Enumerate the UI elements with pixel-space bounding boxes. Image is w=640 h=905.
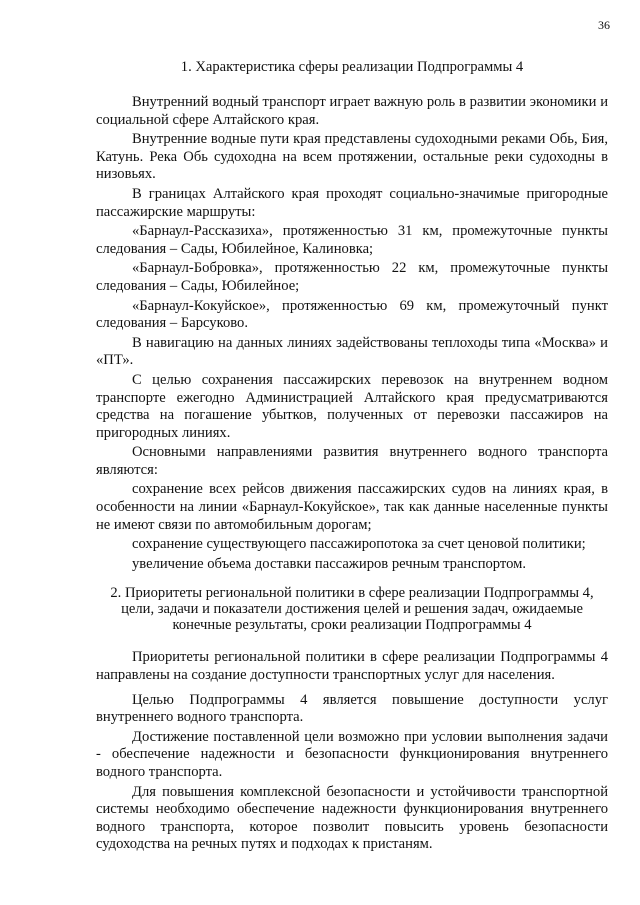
section-1-title: 1. Характеристика сферы реализации Подпрограммы 4 [180,59,524,75]
paragraph: Внутренний водный транспорт играет важную роль в развитии экономики и социальной сфере Алтайского края. [96,94,608,128]
paragraph: Достижение поставленной цели возможно при условии выполнения задачи - обеспечение надежности и безопасности функционирования внутреннего водного транспорта. [96,728,608,780]
paragraph: В границах Алтайского края проходят социально-значимые пригородные пассажирские маршруты: [96,185,608,220]
page-number: 36 [598,18,610,32]
paragraph: «Барнаул-Кокуйское», протяженностью 69 км, промежуточный пункт следования – Барсуково. [96,297,608,332]
paragraph: сохранение всех рейсов движения пассажирских судов на линиях края, в особенности на линии «Барнаул-Кокуйское», так как данные населенные пункты не имеют связи по автомобильным дорогам; [96,481,608,533]
paragraph: Целью Подпрограммы 4 является повышение доступности услуг внутреннего водного транспорта. [96,691,608,726]
paragraph: Приоритеты региональной политики в сфере реализации Подпрограммы 4 направлены на создание доступности транспортных услуг для населения. [96,649,608,684]
paragraph: «Барнаул-Рассказиха», протяженностью 31 км, промежуточные пункты следования – Сады, Юбилейное, Калиновка; [96,223,608,257]
paragraph: Основными направлениями развития внутреннего водного транспорта являются: [96,444,608,478]
paragraph: «Барнаул-Бобровка», протяженностью 22 км, промежуточные пункты следования – Сады, Юбилейное; [96,260,608,294]
paragraph: С целью сохранения пассажирских перевозок на внутреннем водном транспорте ежегодно Администрацией Алтайского края предусматриваются средства на погашение убытков, полученных от перевозки пассажиров на пригородных линиях. [96,371,608,441]
paragraph: В навигацию на данных линиях задействованы теплоходы типа «Москва» и «ПТ». [96,334,608,369]
paragraph: увеличение объема доставки пассажиров речным транспортом. [132,555,527,572]
paragraph: Внутренние водные пути края представлены судоходными реками Обь, Бия, Катунь. Река Обь судоходна на всем протяжении, остальные реки судоходны в низовьях. [96,131,608,183]
section-2-title: 2. Приоритеты региональной политики в сфере реализации Подпрограммы 4, цели, задачи и показатели достижения целей и решения задач, ожидаемые конечные результаты, сроки реализации Подпрограммы 4 [110,585,594,634]
paragraph: сохранение существующего пассажиропотока за счет ценовой политики; [132,536,586,553]
document-body [96,58,608,856]
paragraph: Для повышения комплексной безопасности и устойчивости транспортной системы необходимо обеспечение надежности функционирования внутреннего водного транспорта, которое позволит повысить уровень безопасности судоходства на речных путях и подходах к пристаням. [96,783,608,853]
